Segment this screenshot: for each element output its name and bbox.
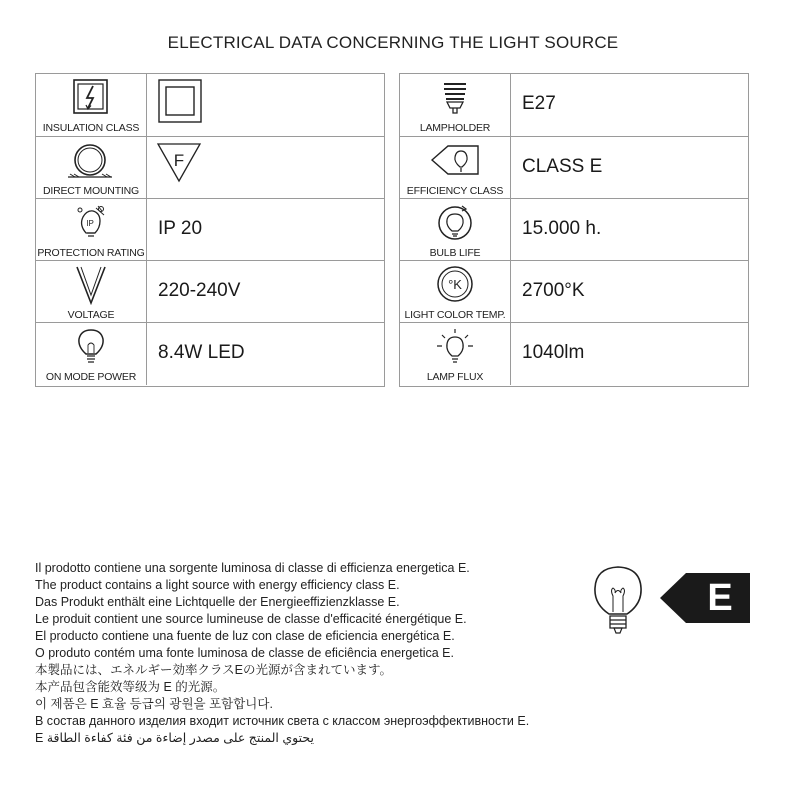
table-row	[36, 136, 384, 199]
icon-cell	[36, 199, 147, 261]
lampholder-icon	[430, 78, 480, 118]
icon-cell	[400, 323, 511, 385]
color-temp-icon	[430, 265, 480, 305]
row-value: 8.4W LED	[158, 342, 245, 363]
statement-line-zh: 本产品包含能效等级为 E 的光源。	[35, 680, 226, 694]
light-bulb-icon	[588, 560, 648, 638]
protection-rating-icon	[66, 203, 116, 243]
row-label: VOLTAGE	[67, 309, 115, 321]
electrical-data-table-left	[35, 73, 385, 387]
icon-cell	[400, 137, 511, 199]
row-label: DIRECT MOUNTING	[43, 185, 139, 197]
statement-line-en: The product contains a light source with energy efficiency class E.	[35, 578, 400, 592]
table-row	[400, 322, 748, 385]
table-row	[36, 322, 384, 385]
energy-class-statement	[35, 560, 635, 747]
row-value: 1040lm	[522, 342, 585, 363]
row-label: LIGHT COLOR TEMP.	[404, 309, 506, 321]
lamp-flux-icon	[430, 327, 480, 367]
f-symbol: F	[173, 151, 185, 170]
icon-cell	[36, 323, 147, 385]
table-row	[400, 136, 748, 199]
bulb-life-icon	[430, 203, 480, 243]
table-row	[400, 198, 748, 261]
icon-cell	[400, 261, 511, 323]
statement-line-de: Das Produkt enthält eine Lichtquelle der Energieeffizienzklasse E.	[35, 595, 400, 609]
color-temp-symbol: °K	[448, 277, 462, 292]
statement-line-ko: 이 제품은 E 효율 등급의 광원을 포함합니다.	[35, 697, 273, 711]
row-label: PROTECTION RATING	[37, 247, 145, 259]
voltage-icon	[66, 265, 116, 305]
row-value: 2700°K	[522, 280, 585, 301]
statement-line-ru: В состав данного изделия входит источник света с классом энергоэффективности E.	[35, 714, 530, 728]
row-label: LAMPHOLDER	[419, 122, 491, 134]
double-square-icon	[156, 78, 206, 130]
energy-class-letter: E	[707, 577, 733, 619]
electrical-data-table-right	[399, 73, 749, 387]
statement-line-pt: O produto contém uma fonte luminosa de classe de eficiência energetica E.	[35, 646, 454, 660]
svg-text:IP: IP	[86, 219, 94, 228]
row-value: IP 20	[158, 218, 203, 239]
page-title: ELECTRICAL DATA CONCERNING THE LIGHT SOURCE	[167, 33, 619, 52]
row-value: 220-240V	[158, 280, 241, 301]
statement-line-ja: 本製品には、エネルギー効率クラスEの光源が含まれています。	[35, 663, 392, 677]
table-row	[400, 260, 748, 323]
icon-cell	[36, 74, 147, 136]
f-triangle-icon	[156, 141, 206, 193]
row-label: INSULATION CLASS	[42, 122, 140, 134]
statement-line-it: Il prodotto contiene una sorgente luminosa di classe di efficienza energetica E.	[35, 561, 470, 575]
icon-cell	[400, 74, 511, 136]
row-label: ON MODE POWER	[45, 371, 137, 383]
direct-mounting-icon	[66, 141, 116, 181]
icon-cell	[36, 261, 147, 323]
row-label: BULB LIFE	[429, 247, 481, 259]
table-row	[36, 260, 384, 323]
table-row	[36, 74, 384, 136]
row-value: CLASS E	[522, 156, 603, 177]
statement-line-fr: Le produit contient une source lumineuse de classe d'efficacité énergétique E.	[35, 612, 467, 626]
statement-line-es: El producto contiene una fuente de luz con clase de eficiencia energética E.	[35, 629, 455, 643]
row-label: LAMP FLUX	[426, 371, 484, 383]
bulb-icon	[66, 327, 116, 367]
table-row	[400, 74, 748, 136]
icon-cell	[400, 199, 511, 261]
efficiency-class-icon	[430, 141, 480, 181]
table-row	[36, 198, 384, 261]
row-label: EFFICIENCY CLASS	[406, 185, 504, 197]
row-value: 15.000 h.	[522, 218, 602, 239]
insulation-class-icon	[66, 78, 116, 118]
icon-cell	[36, 137, 147, 199]
row-value: E27	[522, 93, 556, 114]
statement-line-ar: يحتوي المنتج على مصدر إضاءة من فئة كفاءة الطاقة E	[35, 731, 314, 745]
